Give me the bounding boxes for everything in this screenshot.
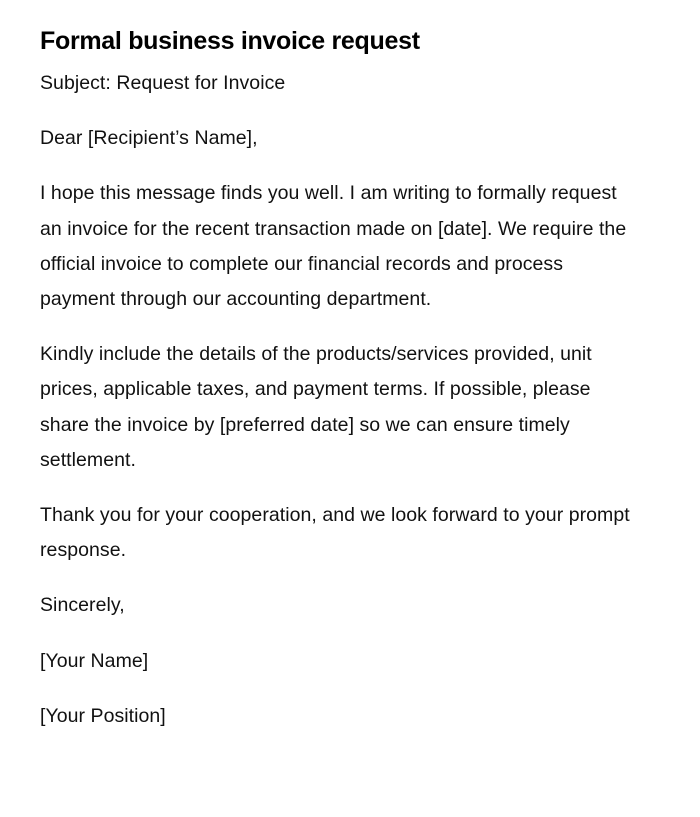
signature-position: [Your Position] [40,704,166,727]
body-paragraph-details: Kindly include the details of the products/services provided, unit prices, applicable taxes, and payment terms. If possible, please share the invoice by [preferred date] so we can ensure timely settlement. [40,343,592,471]
signature-name: [Your Name] [40,649,149,672]
salutation: Dear [Recipient’s Name], [40,127,258,150]
subject-line: Subject: Request for Invoice [40,72,286,94]
closing: Sincerely, [40,594,125,617]
body-paragraph-thanks: Thank you for your cooperation, and we look forward to your prompt response. [40,504,630,562]
document-title: Formal business invoice request [40,27,420,55]
body-paragraph-intro: I hope this message finds you well. I am writing to formally request an invoice for the recent transaction made on [date]. We require the official invoice to complete our financial records and process payment through our accounting department. [40,182,627,311]
